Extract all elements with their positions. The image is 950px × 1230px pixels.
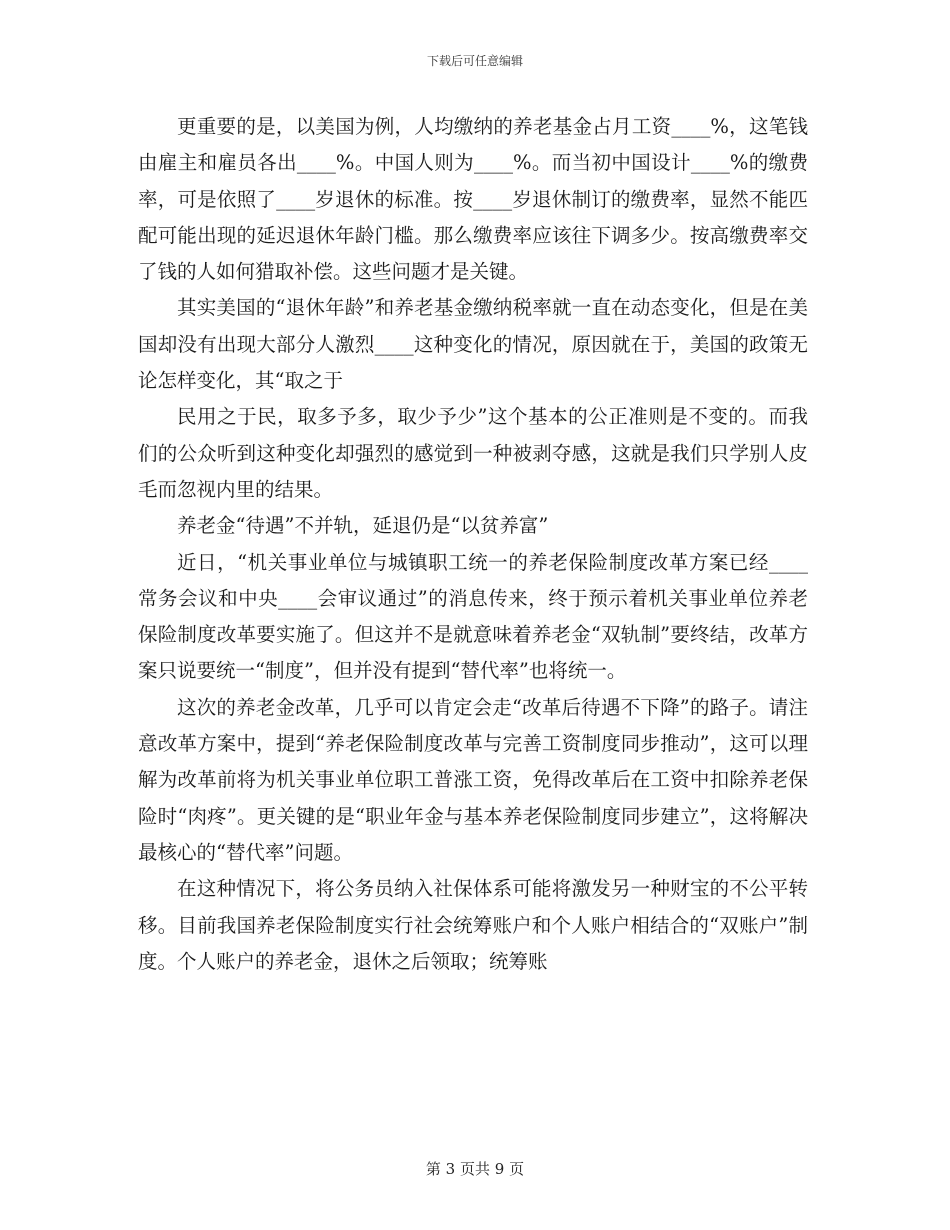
paragraph-2: 其实美国的“退休年龄”和养老基金缴纳税率就一直在动态变化，但是在美国却没有出现大部分人激烈____这种变化的情况，原因就在于，美国的政策无论怎样变化，其“取之于 [138, 296, 808, 393]
paragraph-4: 近日，“机关事业单位与城镇职工统一的养老保险制度改革方案已经____常务会议和中央____会审议通过”的消息传来，终于预示着机关事业单位养老保险制度改革要实施了。但这并不是就意味着养老金“双轨制”要终结，改革方案只说要统一“制度”，但并没有提到“替代率”也将统一。 [138, 550, 808, 683]
paragraph-1: 更重要的是，以美国为例，人均缴纳的养老基金占月工资____%，这笔钱由雇主和雇员各出____%。中国人则为____%。而当初中国设计____%的缴费率，可是依照了____岁退休的标准。按____岁退休制订的缴费率，显然不能匹配可能出现的延迟退休年龄门槛。那么缴费率应该往下调多少。按高缴费率交了钱的人如何猎取补偿。这些问题才是关键。 [138, 115, 808, 284]
paragraph-5: 这次的养老金改革，几乎可以肯定会走“改革后待遇不下降”的路子。请注意改革方案中，提到“养老保险制度改革与完善工资制度同步推动”，这可以理解为改革前将为机关事业单位职工普涨工资，免得改革后在工资中扣除养老保险时“肉疼”。更关键的是“职业年金与基本养老保险制度同步建立”，这将解决最核心的“替代率”问题。 [138, 695, 808, 864]
paragraph-6: 在这种情况下，将公务员纳入社保体系可能将激发另一种财宝的不公平转移。目前我国养老保险制度实行社会统筹账户和个人账户相结合的“双账户”制度。个人账户的养老金，退休之后领取；统筹账 [138, 877, 808, 973]
paragraph-3: 民用之于民，取多予多，取少予少”这个基本的公正准则是不变的。而我们的公众听到这种变化却强烈的感觉到一种被剥夺感，这就是我们只学别人皮毛而忽视内里的结果。 [138, 405, 808, 501]
page-number: 第 3 页共 9 页 [425, 1160, 525, 1178]
page-header-note: 下载后可任意编辑 [426, 54, 523, 68]
section-heading: 养老金“待遇”不并轨，延退仍是“以贫养富” [177, 514, 549, 538]
document-body [138, 109, 808, 980]
